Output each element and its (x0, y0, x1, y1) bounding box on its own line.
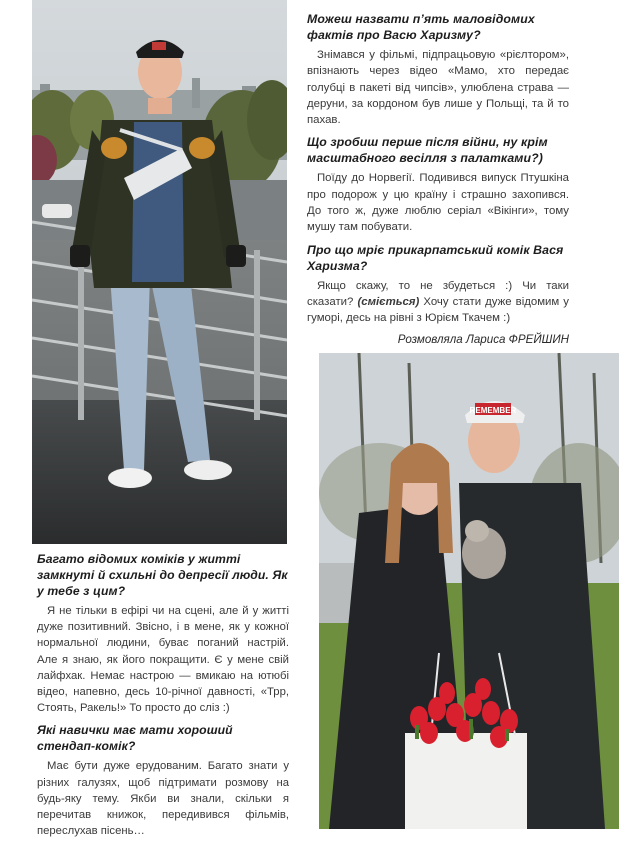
answer-dream-part-1: Якщо скажу, то не збудеться :) Чи таки сказати? (307, 279, 569, 308)
answer-skills: Має бути дуже ерудованим. Багато знати у різних галузях, щоб підтримати розмову на будь-яку тему. Якби ви знали, скільки я перечитав книжок, передивився фільмів, переслухав пісень… (37, 760, 289, 838)
photo-comedian-bridge-image (32, 0, 287, 544)
answer-dream-part-2: Хочу стати дуже відомим у гуморі, десь на рівні з Юрієм Ткачем :) (307, 295, 569, 325)
question-skills: Які навички має мати хороший стендап-комік? (37, 723, 233, 754)
question-depression: Багато відомих коміків у житті замкнуті й схильні до депресії люди. Як у тебе з цим? (37, 552, 288, 598)
interviewer-credit: Розмовляла Лариса ФРЕЙШИН (397, 332, 569, 346)
answer-five-facts: Знімався у фільмі, підпрацьовую «рієлтором», впізнають через відео «Мамо, хто передає голубці в пакеті від чипсів», улюблена страва — деруни, за кордоном був лише у Польщі, та й то пахав. (307, 49, 569, 127)
laugh-note: (сміється) (357, 295, 420, 308)
photo-couple-tulips-image (319, 353, 619, 829)
question-five-facts: Можеш назвати п’ять маловідомих фактів про Васю Харизму? (307, 12, 535, 42)
answer-after-war: Поїду до Норвегії. Подивився випуск Птушкіна про подорож у цю країну і страшно захопився. До того ж, дуже люблю серіал «Вікінги», тому мушу там побувати. (307, 172, 569, 234)
cap-logo-text: REMEMBER (469, 406, 517, 415)
answer-dream (307, 278, 569, 327)
photo-comedian-bridge (32, 0, 287, 544)
interview-column-right (307, 11, 569, 346)
answer-depression: Я не тільки в ефірі чи на сцені, але й у житті дуже позитивний. Звісно, і в мене, як у кожної нормальної людини, буває поганий настрій. Але я знаю, як його покращити. Є у мене свій лайфхак. Немає настрою — вмикаю на ютюбі відео, напевно, десь 10-річної давності, «Трр, Стоять, Ракель!» То просто до сліз :) (37, 605, 289, 715)
interview-column-left (37, 551, 289, 844)
question-after-war: Що зробиш перше після війни, ну крім масштабного весілля з палатками?) (307, 135, 548, 166)
photo-couple-tulips (319, 353, 619, 829)
question-dream: Про що мріє прикарпатський комік Вася Харизма? (307, 242, 564, 273)
